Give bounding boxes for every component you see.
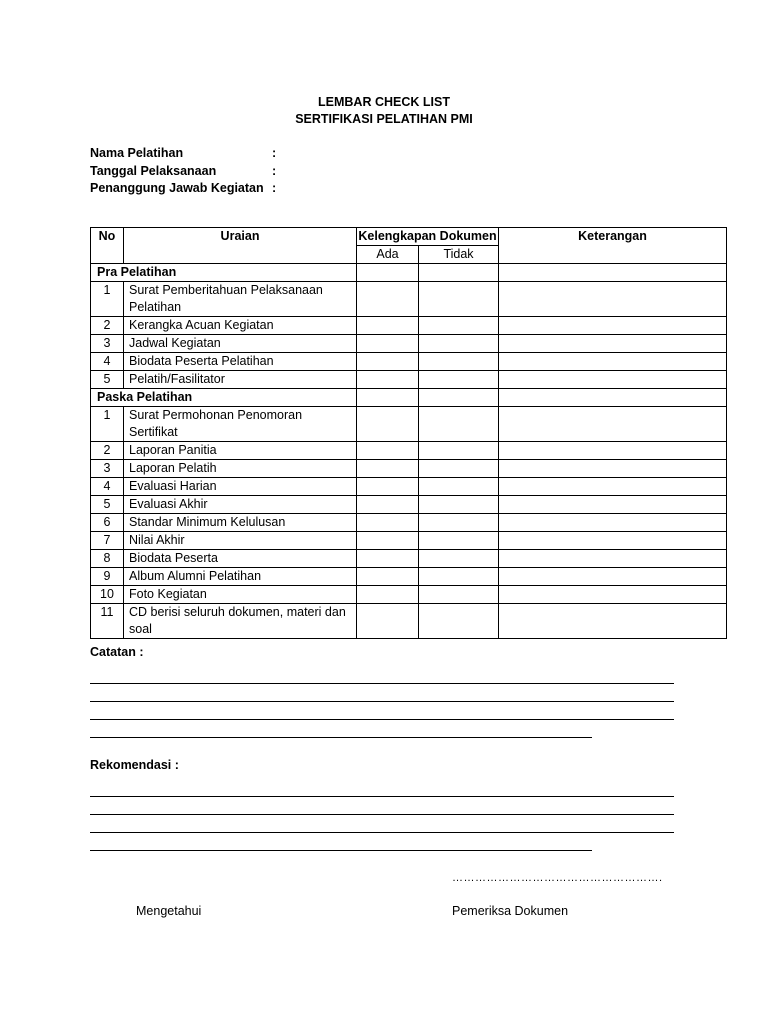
cell-ada: [357, 317, 419, 335]
date-place-dots: ……………………………………………….: [452, 872, 663, 884]
section-title: Paska Pelatihan: [91, 389, 357, 407]
row-no: 3: [91, 460, 124, 478]
row-no: 7: [91, 532, 124, 550]
table-row: [91, 407, 727, 442]
catatan-line: [90, 701, 674, 702]
cell-tidak: [419, 478, 499, 496]
cell-tidak: [419, 532, 499, 550]
cell-ada: [357, 407, 419, 442]
cell-tidak: [419, 335, 499, 353]
table-row: [91, 514, 727, 532]
row-uraian: Album Alumni Pelatihan: [124, 568, 357, 586]
cell-keterangan: [499, 514, 727, 532]
document-title: LEMBAR CHECK LIST: [318, 95, 450, 109]
row-uraian: Nilai Akhir: [124, 532, 357, 550]
row-no: 4: [91, 478, 124, 496]
table-row: [91, 353, 727, 371]
row-no: 1: [91, 407, 124, 442]
field-nama-pelatihan: [90, 146, 276, 160]
row-uraian: Foto Kegiatan: [124, 586, 357, 604]
catatan-label: Catatan :: [90, 645, 144, 659]
field-label: Nama Pelatihan: [90, 146, 184, 160]
cell-keterangan: [499, 478, 727, 496]
cell-keterangan: [499, 442, 727, 460]
rekomendasi-line: [90, 814, 674, 815]
cell-tidak: [419, 407, 499, 442]
cell-keterangan: [499, 550, 727, 568]
cell-ada: [357, 478, 419, 496]
row-no: 1: [91, 282, 124, 317]
rekomendasi-label: Rekomendasi :: [90, 758, 179, 772]
cell-keterangan: [499, 568, 727, 586]
cell-tidak: [419, 550, 499, 568]
row-no: 10: [91, 586, 124, 604]
pemeriksa-dokumen-label: Pemeriksa Dokumen: [452, 904, 569, 918]
cell-tidak: [419, 568, 499, 586]
cell-tidak: [419, 586, 499, 604]
row-uraian: Evaluasi Harian: [124, 478, 357, 496]
cell-ada: [357, 586, 419, 604]
row-uraian: Evaluasi Akhir: [124, 496, 357, 514]
header-tidak: Tidak: [419, 246, 499, 264]
table-row: [91, 496, 727, 514]
cell-tidak: [419, 604, 499, 639]
cell-tidak: [419, 353, 499, 371]
row-uraian: Pelatih/Fasilitator: [124, 371, 357, 389]
table-row: [91, 335, 727, 353]
header-kelengkapan: Kelengkapan Dokumen: [357, 228, 499, 246]
row-no: 11: [91, 604, 124, 639]
cell-keterangan: [499, 335, 727, 353]
cell-keterangan: [499, 407, 727, 442]
mengetahui-label: Mengetahui: [136, 904, 202, 918]
cell-ada: [357, 550, 419, 568]
row-uraian: Laporan Panitia: [124, 442, 357, 460]
row-uraian: Biodata Peserta Pelatihan: [124, 353, 357, 371]
cell-ada: [357, 442, 419, 460]
table-row: [91, 550, 727, 568]
section-row: [91, 389, 727, 407]
cell-tidak: [419, 442, 499, 460]
row-uraian: Standar Minimum Kelulusan: [124, 514, 357, 532]
cell-tidak: [419, 496, 499, 514]
field-tanggal-pelaksanaan: [90, 164, 276, 178]
section-title: Pra Pelatihan: [91, 264, 357, 282]
catatan-line: [90, 737, 592, 738]
table-row: [91, 604, 727, 639]
cell-keterangan: [499, 532, 727, 550]
header-keterangan: Keterangan: [499, 228, 727, 264]
cell-keterangan: [499, 282, 727, 317]
row-no: 5: [91, 496, 124, 514]
table-row: [91, 371, 727, 389]
catatan-line: [90, 683, 674, 684]
section-row: [91, 264, 727, 282]
field-label: Penanggung Jawab Kegiatan: [90, 181, 264, 195]
table-row: [91, 586, 727, 604]
cell-ada: [357, 371, 419, 389]
row-no: 8: [91, 550, 124, 568]
cell-keterangan: [499, 371, 727, 389]
row-no: 5: [91, 371, 124, 389]
table-row: [91, 460, 727, 478]
rekomendasi-line: [90, 832, 674, 833]
row-uraian: Jadwal Kegiatan: [124, 335, 357, 353]
row-no: 6: [91, 514, 124, 532]
cell-keterangan: [499, 604, 727, 639]
cell-keterangan: [499, 586, 727, 604]
cell-ada: [357, 335, 419, 353]
cell-tidak: [419, 317, 499, 335]
cell-tidak: [419, 282, 499, 317]
cell-ada: [357, 460, 419, 478]
catatan-line: [90, 719, 674, 720]
cell-tidak: [419, 514, 499, 532]
row-no: 4: [91, 353, 124, 371]
table-row: [91, 442, 727, 460]
row-uraian: Laporan Pelatih: [124, 460, 357, 478]
row-no: 3: [91, 335, 124, 353]
table-row: [91, 478, 727, 496]
cell-keterangan: [499, 353, 727, 371]
cell-ada: [357, 353, 419, 371]
cell-keterangan: [499, 460, 727, 478]
row-no: 9: [91, 568, 124, 586]
table-header-row: [91, 228, 727, 246]
cell-ada: [357, 568, 419, 586]
cell-tidak: [419, 460, 499, 478]
cell-ada: [357, 514, 419, 532]
row-no: 2: [91, 317, 124, 335]
document-subtitle: SERTIFIKASI PELATIHAN PMI: [295, 112, 473, 126]
row-uraian: CD berisi seluruh dokumen, materi dan soal: [124, 604, 357, 639]
table-row: [91, 317, 727, 335]
rekomendasi-line: [90, 796, 674, 797]
table-row: [91, 532, 727, 550]
cell-ada: [357, 496, 419, 514]
field-separator: :: [272, 181, 277, 195]
header-uraian: Uraian: [124, 228, 357, 264]
table-row: [91, 568, 727, 586]
field-label: Tanggal Pelaksanaan: [90, 164, 217, 178]
cell-ada: [357, 604, 419, 639]
row-uraian: Kerangka Acuan Kegiatan: [124, 317, 357, 335]
row-uraian: Biodata Peserta: [124, 550, 357, 568]
cell-tidak: [419, 371, 499, 389]
cell-keterangan: [499, 496, 727, 514]
field-penanggung-jawab: [90, 181, 276, 195]
row-uraian: Surat Pemberitahuan Pelaksanaan Pelatihan: [124, 282, 357, 317]
checklist-table: [90, 227, 727, 639]
header-no: No: [91, 228, 124, 264]
rekomendasi-line: [90, 850, 592, 851]
cell-ada: [357, 282, 419, 317]
cell-ada: [357, 532, 419, 550]
field-separator: :: [272, 146, 277, 160]
field-separator: :: [272, 164, 277, 178]
row-uraian: Surat Permohonan Penomoran Sertifikat: [124, 407, 357, 442]
table-row: [91, 282, 727, 317]
row-no: 2: [91, 442, 124, 460]
header-ada: Ada: [357, 246, 419, 264]
cell-keterangan: [499, 317, 727, 335]
